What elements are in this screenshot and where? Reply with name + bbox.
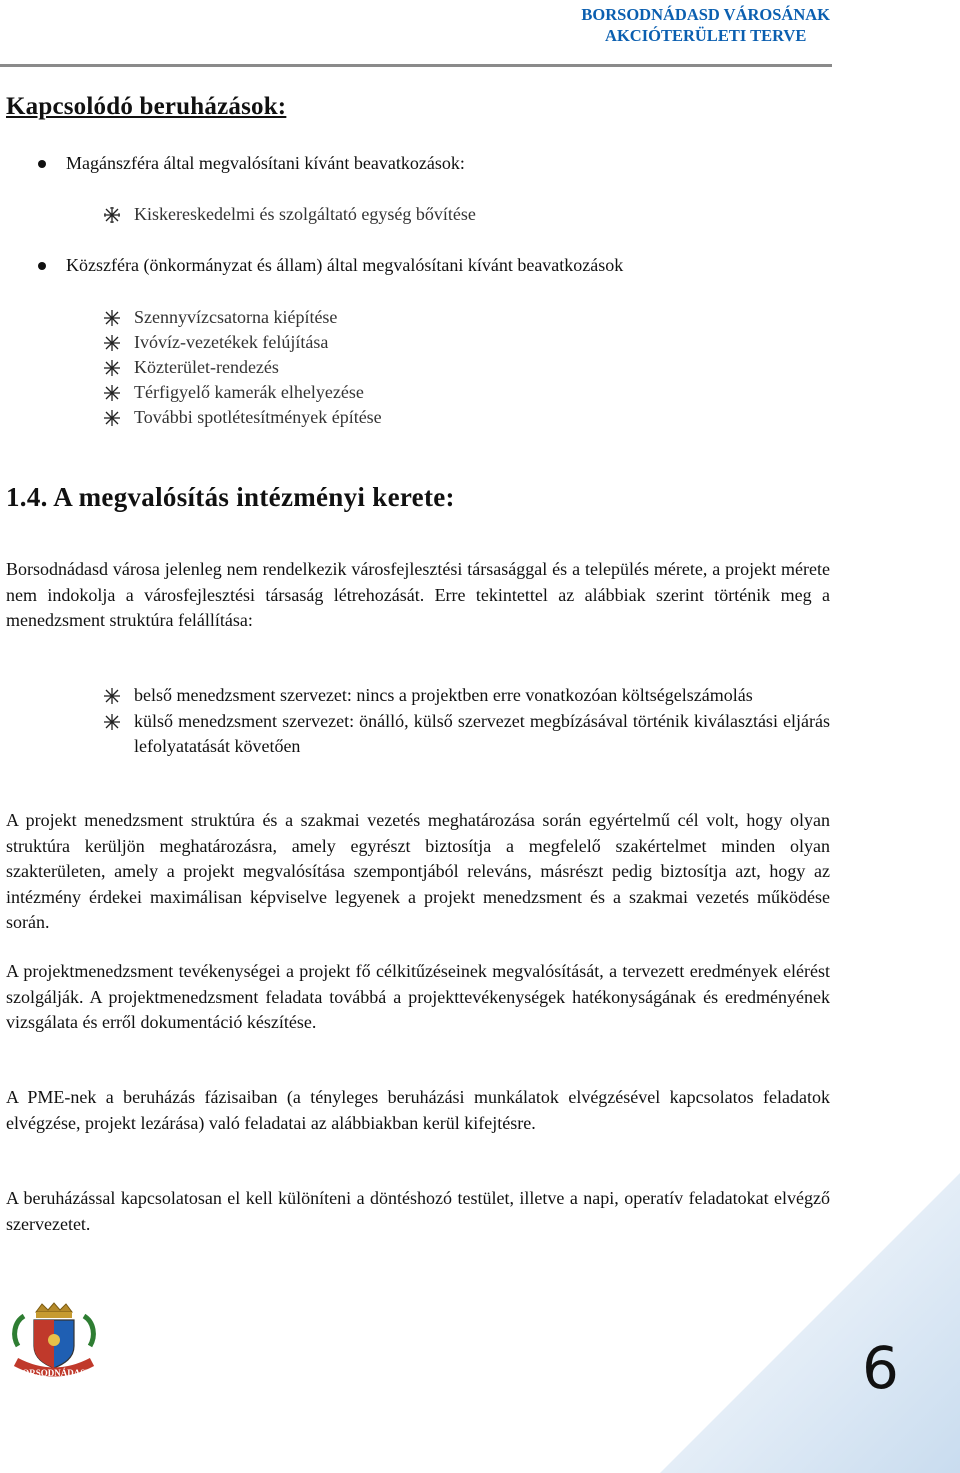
private-label: Magánszféra által megvalósítani kívánt beavatkozások:: [66, 153, 465, 173]
page-header: [0, 0, 832, 67]
section-title: Kapcsolódó beruházások:: [6, 93, 287, 120]
snowflake-icon: [102, 712, 122, 732]
coat-of-arms-logo: [6, 1302, 100, 1388]
snowflake-icon: [102, 205, 122, 225]
list-item: [102, 683, 830, 709]
dot-icon: [38, 262, 46, 270]
mgmt-item-1: külső menedzsment szervezet: önálló, külső szervezet megbízásával történik kiválasztási eljárás lefolyatatását követően: [134, 710, 830, 756]
snowflake-icon: [102, 383, 122, 403]
public-label: Közszféra (önkormányzat és állam) által megvalósítani kívánt beavatkozások: [66, 255, 624, 275]
mgmt-item-0: belső menedzsment szervezet: nincs a projektben erre vonatkozóan költségelszámolás: [134, 685, 753, 705]
list-item: [102, 305, 382, 330]
list-item: [102, 380, 382, 405]
section-heading: 1.4. A megvalósítás intézményi kerete:: [6, 482, 455, 512]
public-item-0: Szennyvízcsatorna kiépítése: [134, 307, 338, 327]
header-line-1: BORSODNÁDASD VÁROSÁNAK: [581, 5, 830, 24]
private-items: [102, 202, 476, 227]
public-item-1: Ivóvíz-vezetékek felújítása: [134, 332, 329, 352]
paragraph-1: A projekt menedzsment struktúra és a szakmai vezetés meghatározása során egyértelmű cél volt, hogy olyan struktúra kerüljön meghatározásra, amely egyrészt biztosítja a megfelelő szakértelmet minden olyan szakterületen, amely a projekt megvalósítása szempontjából releváns, másrészt pedig biztosítja azt, hogy az intézmény érdekei maximálisan képviselve legyenek a projekt menedzsment és a szakmai vezetés működése során.: [6, 810, 830, 932]
list-item: [102, 405, 382, 430]
paragraph-3: A PME-nek a beruházás fázisaiban (a tényleges beruházási munkálatok elvégzésével kapcsolatos feladatok elvégzése, projekt lezárása) való feladatai az alábbiakban kerül kifejtésre.: [6, 1087, 830, 1133]
intro-paragraph: Borsodnádasd városa jelenleg nem rendelkezik városfejlesztési társasággal és a település mérete, a projekt mérete nem indokolja a városfejlesztési társaság létrehozását. Erre tekintettel az alábbiak szerint történik meg a menedzsment struktúra felállítása:: [6, 559, 830, 630]
dot-icon: [38, 160, 46, 168]
snowflake-icon: [102, 333, 122, 353]
public-bullet: [38, 255, 623, 276]
list-item: [102, 330, 382, 355]
snowflake-icon: [102, 358, 122, 378]
private-bullet: [38, 153, 465, 174]
header-title: [581, 4, 830, 46]
snowflake-icon: [102, 308, 122, 328]
snowflake-icon: [102, 686, 122, 706]
svg-text:BORSODNÁDASD: BORSODNÁDASD: [16, 1368, 92, 1378]
public-item-2: Közterület-rendezés: [134, 357, 279, 377]
paragraph-2: A projektmenedzsment tevékenységei a projekt fő célkitűzéseinek megvalósítását, a tervezett eredmények elérést szolgálják. A projektmenedzsment feladata továbbá a projekttevékenységek hatékonyságának és eredményének vizsgálata és erről dokumentáció készítése.: [6, 961, 830, 1032]
public-items: [102, 305, 382, 430]
paragraph-4: A beruházással kapcsolatosan el kell különíteni a döntéshozó testület, illetve a napi, operatív feladatokat elvégző szervezetet.: [6, 1188, 830, 1234]
public-item-3: Térfigyelő kamerák elhelyezése: [134, 382, 364, 402]
list-item: [102, 355, 382, 380]
public-item-4: További spotlétesítmények építése: [134, 407, 382, 427]
snowflake-icon: [102, 408, 122, 428]
list-item: [102, 202, 476, 227]
private-item-0: Kiskereskedelmi és szolgáltató egység bővítése: [134, 204, 476, 224]
management-list: [102, 683, 830, 760]
header-line-2: AKCIÓTERÜLETI TERVE: [605, 26, 807, 45]
page-number: 6: [862, 1334, 899, 1402]
list-item: [102, 709, 830, 760]
